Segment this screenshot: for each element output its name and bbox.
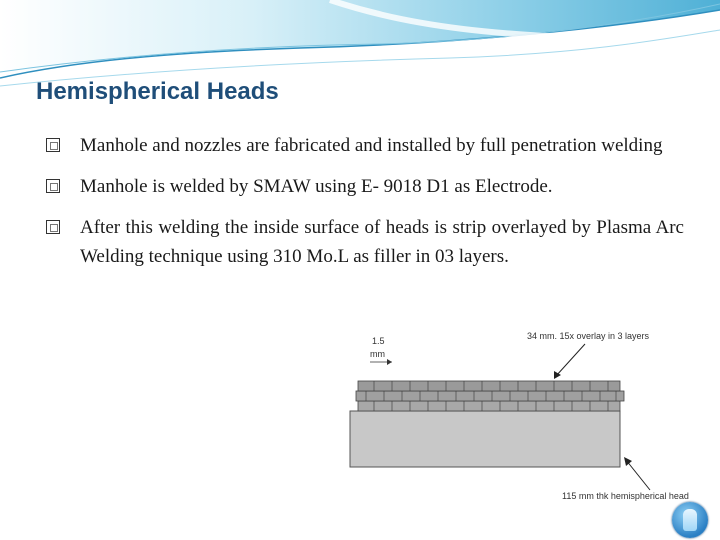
- head-base-plate: [350, 411, 620, 467]
- head-label: 115 mm thk hemispherical head: [562, 491, 689, 501]
- navigation-button-icon[interactable]: [672, 502, 708, 538]
- overlay-cross-section-diagram: [330, 318, 720, 540]
- bullet-box-icon: [46, 220, 60, 234]
- dimension-label-top: 1.5: [372, 336, 385, 346]
- overlay-layer-3: [358, 381, 620, 391]
- bullet-text: Manhole is welded by SMAW using E- 9018 D1 as Electrode.: [80, 176, 553, 197]
- bullet-item: [46, 172, 684, 201]
- bullet-text: After this welding the inside surface of heads is strip overlayed by Plasma Arc Welding technique using 310 Mo.L as filler in 03 layers.: [80, 217, 684, 267]
- overlay-layer-1: [358, 401, 620, 411]
- bullet-box-icon: [46, 179, 60, 193]
- dimension-label-bottom: mm: [370, 349, 385, 359]
- overlay-arrow: [556, 344, 585, 376]
- head-arrow: [626, 460, 650, 490]
- bullet-text: Manhole and nozzles are fabricated and installed by full penetration welding: [80, 135, 663, 156]
- header-wave-banner: [0, 0, 720, 90]
- overlay-layer-2: [356, 391, 624, 401]
- overlay-label: 34 mm. 15x overlay in 3 layers: [527, 331, 650, 341]
- slide-title: Hemispherical Heads: [36, 78, 279, 105]
- bullet-item: [46, 213, 684, 271]
- bullet-item: [46, 131, 684, 160]
- bullet-list: [46, 131, 684, 283]
- bullet-box-icon: [46, 138, 60, 152]
